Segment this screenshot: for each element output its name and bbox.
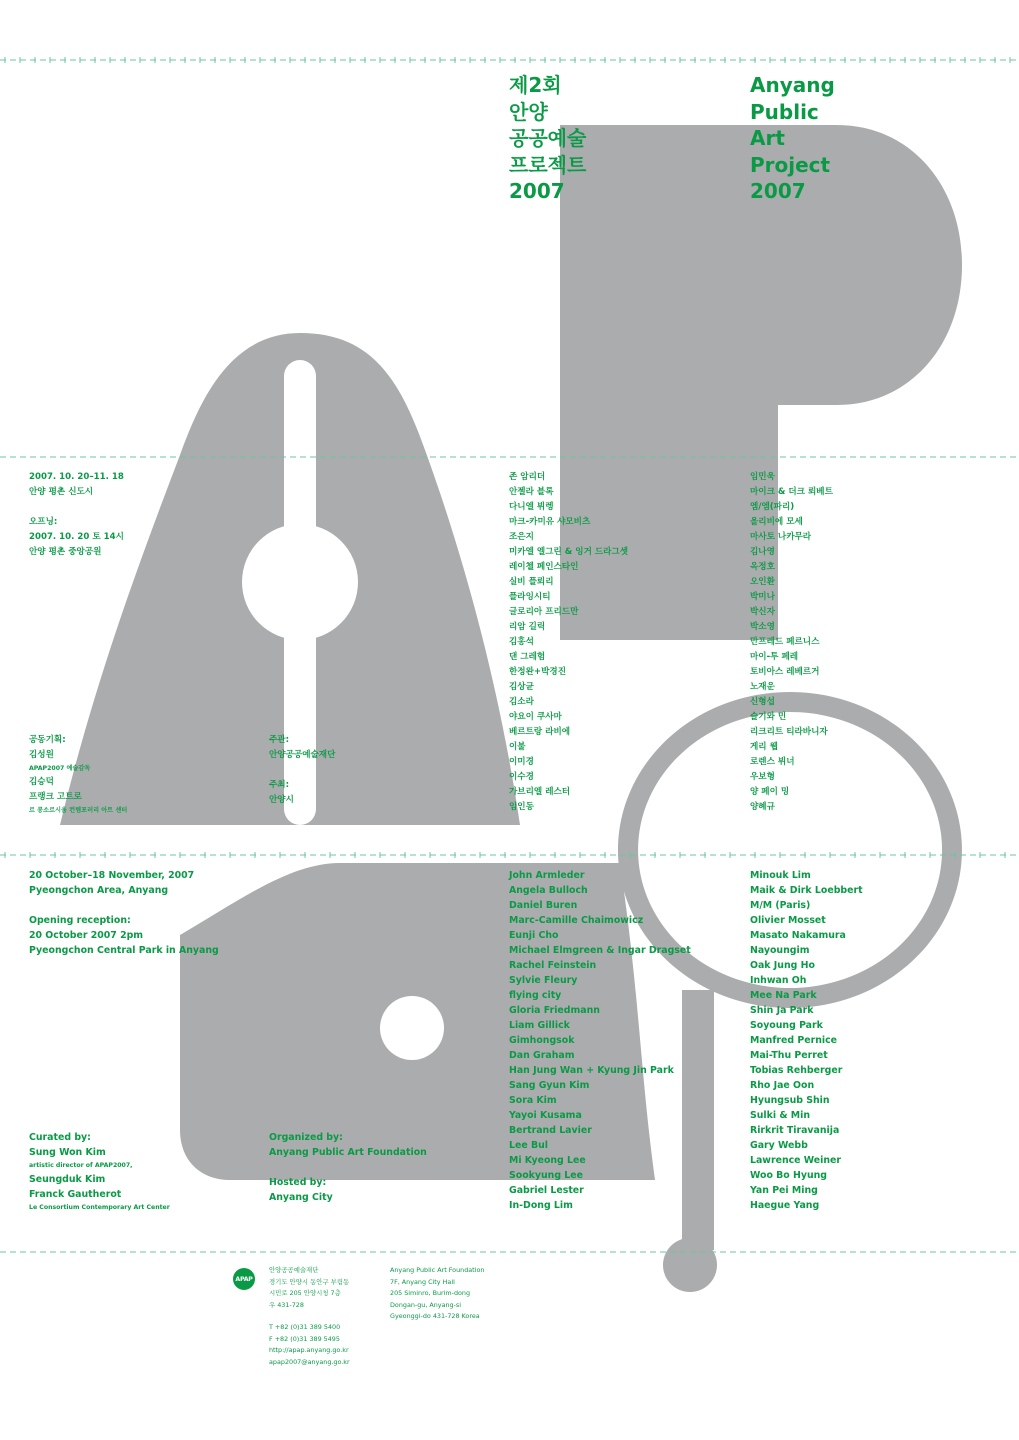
ko-curator-1: 김성원	[29, 750, 54, 760]
ko-organizer: 안양공공예술재단	[269, 750, 336, 760]
footer-phone: T +82 (0)31 389 5400	[269, 1323, 341, 1331]
artist-name: Eunji Cho	[509, 930, 559, 941]
ko-location: 안양 평촌 신도시	[29, 487, 94, 497]
artist-name: Daniel Buren	[509, 900, 578, 911]
title-ko-line: 2007	[509, 179, 565, 203]
artist-name: Shin Ja Park	[750, 1005, 814, 1016]
artist-name: 김홍석	[509, 637, 534, 647]
artist-name: 리크리트 티라바니자	[750, 727, 828, 737]
artist-name: Mi Kyeong Lee	[509, 1155, 586, 1166]
artist-name: 안젤라 블록	[509, 487, 554, 497]
en-curator-1: Sung Won Kim	[29, 1147, 106, 1158]
en-event-info	[29, 868, 219, 958]
footer-line: 205 Siminro, Burim-dong	[390, 1289, 471, 1297]
artist-name: Yayoi Kusama	[509, 1110, 582, 1121]
artist-name: 우보형	[750, 772, 775, 782]
title-en-line: Public	[750, 99, 819, 124]
artist-name: 올리비에 모세	[750, 517, 803, 527]
artist-name: 플라잉시티	[509, 592, 551, 602]
artist-name: 조은지	[509, 532, 534, 542]
artist-name: 이미경	[509, 757, 534, 767]
letter-p-bottom-foot	[663, 1238, 717, 1292]
artist-name: 댄 그레험	[509, 652, 546, 662]
ko-opening-label: 오프닝:	[29, 517, 58, 527]
artist-name: Dan Graham	[509, 1050, 575, 1061]
artist-name: 신형섭	[750, 697, 775, 707]
footer-en-address	[390, 1265, 484, 1323]
artist-name: Soyoung Park	[750, 1020, 823, 1031]
en-opening-place: Pyeongchon Central Park in Anyang	[29, 945, 219, 956]
title-en-line: Project	[750, 152, 831, 177]
ko-dates: 2007. 10. 20–11. 18	[29, 472, 124, 482]
artist-name: 게리 웹	[750, 742, 778, 752]
artist-name: 야요이 쿠사마	[509, 712, 562, 722]
artist-name: Michael Elmgreen & Ingar Dragset	[509, 945, 691, 956]
ko-host: 안양시	[269, 795, 294, 805]
artist-name: 미카엘 엘그린 & 잉거 드라그셋	[509, 547, 629, 557]
footer-fax: F +82 (0)31 389 5495	[269, 1334, 340, 1343]
ko-hosted-label: 주최:	[269, 780, 290, 790]
artist-name: Rachel Feinstein	[509, 960, 597, 971]
artist-name: Oak Jung Ho	[750, 960, 815, 971]
artist-name: 존 암리더	[509, 472, 546, 482]
artist-name: 마사토 나카무라	[750, 532, 812, 542]
artist-name: flying city	[509, 990, 562, 1001]
ko-artist-list-2	[750, 470, 833, 815]
artist-name: 양혜규	[750, 802, 775, 812]
en-location: Pyeongchon Area, Anyang	[29, 885, 169, 896]
artist-name: Gimhongsok	[509, 1035, 575, 1046]
artist-name: 임민욱	[750, 472, 775, 482]
artist-name: 실비 플뢰리	[509, 577, 554, 587]
artist-name: 박소영	[750, 622, 775, 632]
title-english	[750, 72, 835, 205]
en-hosted-label: Hosted by:	[269, 1177, 327, 1188]
artist-name: Maik & Dirk Loebbert	[750, 885, 863, 896]
artist-name: Rho Jae Oon	[750, 1080, 815, 1091]
artist-name: Sulki & Min	[750, 1110, 811, 1121]
letter-a-bottom-hole	[380, 996, 444, 1060]
artist-name: 토비아스 레베르거	[750, 667, 820, 677]
en-curator-3-role: Le Consortium Contemporary Art Center	[29, 1204, 170, 1211]
footer-line: 안양공공예술재단	[269, 1266, 319, 1274]
artist-name: 리암 길릭	[509, 622, 546, 632]
artist-name: Sookyung Lee	[509, 1170, 583, 1181]
artist-name: 슬기와 민	[750, 712, 787, 722]
ko-curator-1-role: APAP2007 예술감독	[29, 765, 91, 772]
en-curator-3: Franck Gautherot	[29, 1189, 122, 1200]
artist-name: Marc-Camille Chaimowicz	[509, 915, 644, 926]
artist-name: 양 페이 밍	[750, 787, 790, 797]
footer-line: 7F, Anyang City Hall	[390, 1277, 455, 1286]
artist-name: 김소라	[509, 697, 534, 707]
ko-organized-label: 주관:	[269, 735, 290, 745]
artist-name: 엠/엠(파리)	[750, 502, 795, 512]
title-en-line: Art	[750, 126, 785, 150]
ko-opening-date: 2007. 10. 20 토 14시	[29, 532, 124, 542]
artist-name: Sora Kim	[509, 1095, 557, 1106]
en-dates: 20 October–18 November, 2007	[29, 870, 195, 881]
artist-name: Inhwan Oh	[750, 975, 807, 986]
artist-name: Rirkrit Tiravanija	[750, 1125, 840, 1136]
artist-name: Minouk Lim	[750, 870, 811, 881]
footer-email-link[interactable]: apap2007@anyang.go.kr	[269, 1357, 350, 1366]
title-ko-line: 제2회	[509, 73, 562, 97]
artist-name: Bertrand Lavier	[509, 1125, 592, 1136]
artist-name: 김상균	[509, 682, 534, 692]
artist-name: Mai-Thu Perret	[750, 1050, 828, 1061]
en-curator-1-role: artistic director of APAP2007,	[29, 1162, 133, 1169]
artist-name: Lee Bul	[509, 1140, 548, 1151]
ko-curator-3-role: 르 콩소르시움 컨템포러리 아트 센터	[29, 807, 128, 814]
artist-name: 마이크 & 더크 뢰베트	[750, 487, 833, 497]
artist-name: Gloria Friedmann	[509, 1005, 600, 1016]
artist-name: Mee Na Park	[750, 990, 817, 1001]
title-en-line: 2007	[750, 179, 806, 203]
footer-line: Dongan-gu, Anyang-si	[390, 1300, 462, 1309]
footer-website-link[interactable]: http://apap.anyang.go.kr	[269, 1346, 349, 1354]
artist-name: Nayoungim	[750, 945, 810, 956]
en-organizer: Anyang Public Art Foundation	[269, 1147, 427, 1158]
artist-name: Lawrence Weiner	[750, 1155, 842, 1166]
artist-name: 임인동	[509, 802, 534, 812]
artist-name: 레이첼 페인스타인	[509, 562, 579, 572]
title-korean	[509, 72, 586, 205]
ko-curators	[29, 733, 127, 817]
artist-name: Haegue Yang	[750, 1200, 820, 1211]
footer-line: 시민로 205 안양시청 7층	[269, 1289, 341, 1297]
ko-curated-label: 공동기획:	[29, 735, 66, 745]
artist-name: 김나영	[750, 547, 775, 557]
ko-opening-place: 안양 평촌 중앙공원	[29, 547, 102, 557]
artist-name: 옥정호	[750, 562, 775, 572]
title-ko-line: 공공예술	[509, 126, 587, 150]
artist-name: Tobias Rehberger	[750, 1065, 843, 1076]
footer-line: 경기도 안양시 동안구 부림동	[269, 1277, 350, 1286]
artist-name: Liam Gillick	[509, 1020, 570, 1031]
en-curator-2: Seungduk Kim	[29, 1174, 106, 1185]
artist-name: Gary Webb	[750, 1140, 808, 1151]
en-organizers	[269, 1130, 427, 1205]
artist-name: Angela Bulloch	[509, 885, 588, 896]
artist-name: 다니엘 뷔렝	[509, 502, 554, 512]
en-curators	[29, 1130, 170, 1214]
en-opening-label: Opening reception:	[29, 915, 131, 926]
artist-name: 마크-카미유 샤모비츠	[509, 517, 591, 527]
artist-name: 한정완+박경진	[509, 667, 567, 677]
title-ko-line: 안양	[509, 99, 548, 124]
en-organized-label: Organized by:	[269, 1132, 343, 1143]
footer-line: Gyeonggi-do 431-728 Korea	[390, 1312, 480, 1320]
artist-name: John Armleder	[509, 870, 585, 881]
footer-line: Anyang Public Art Foundation	[390, 1266, 485, 1274]
en-host: Anyang City	[269, 1192, 333, 1203]
artist-name: 이수경	[509, 772, 534, 782]
artist-name: Han Jung Wan + Kyung Jin Park	[509, 1065, 674, 1076]
title-ko-line: 프로젝트	[509, 152, 587, 177]
artist-name: 박신자	[750, 607, 775, 617]
artist-name: 글로리아 프리드만	[509, 607, 579, 617]
artist-name: Woo Bo Hyung	[750, 1170, 828, 1181]
ko-organizers	[269, 733, 335, 808]
footer-line: 우 431-728	[269, 1300, 304, 1309]
ko-artist-list-1	[509, 470, 628, 815]
artist-name: 오인환	[750, 577, 775, 587]
ko-curator-2: 김승덕	[29, 777, 54, 787]
artist-name: 베르트랑 라비에	[509, 727, 571, 737]
artist-name: Olivier Mosset	[750, 915, 826, 926]
artist-name: Sylvie Fleury	[509, 975, 578, 986]
artist-name: M/M (Paris)	[750, 900, 811, 911]
footer-ko-address	[269, 1265, 350, 1368]
artist-name: 가브리엘 레스터	[509, 787, 571, 797]
apap-logo: APAP	[233, 1268, 255, 1290]
artist-name: Hyungsub Shin	[750, 1095, 830, 1106]
artist-name: Gabriel Lester	[509, 1185, 584, 1196]
artist-name: Masato Nakamura	[750, 930, 846, 941]
artist-name: Sang Gyun Kim	[509, 1080, 590, 1091]
artist-name: 이불	[509, 742, 526, 752]
artist-name: 노재운	[750, 682, 775, 692]
en-opening-date: 20 October 2007 2pm	[29, 930, 144, 941]
artist-name: 만프레드 페르니스	[750, 637, 820, 647]
ko-event-info	[29, 470, 124, 560]
artist-name: Yan Pei Ming	[750, 1185, 818, 1196]
letter-a-hole	[242, 524, 358, 640]
en-artist-list-2	[750, 868, 863, 1213]
artist-name: 박미나	[750, 592, 775, 602]
ko-curator-3: 프랭크 고트로	[29, 792, 82, 802]
title-en-line: Anyang	[750, 73, 835, 97]
artist-name: 마이-투 페레	[750, 652, 799, 662]
artist-name: Manfred Pernice	[750, 1035, 838, 1046]
artist-name: 로렌스 뷔너	[750, 757, 795, 767]
en-curated-label: Curated by:	[29, 1132, 91, 1143]
artist-name: In-Dong Lim	[509, 1200, 573, 1211]
en-artist-list-1	[509, 868, 691, 1213]
